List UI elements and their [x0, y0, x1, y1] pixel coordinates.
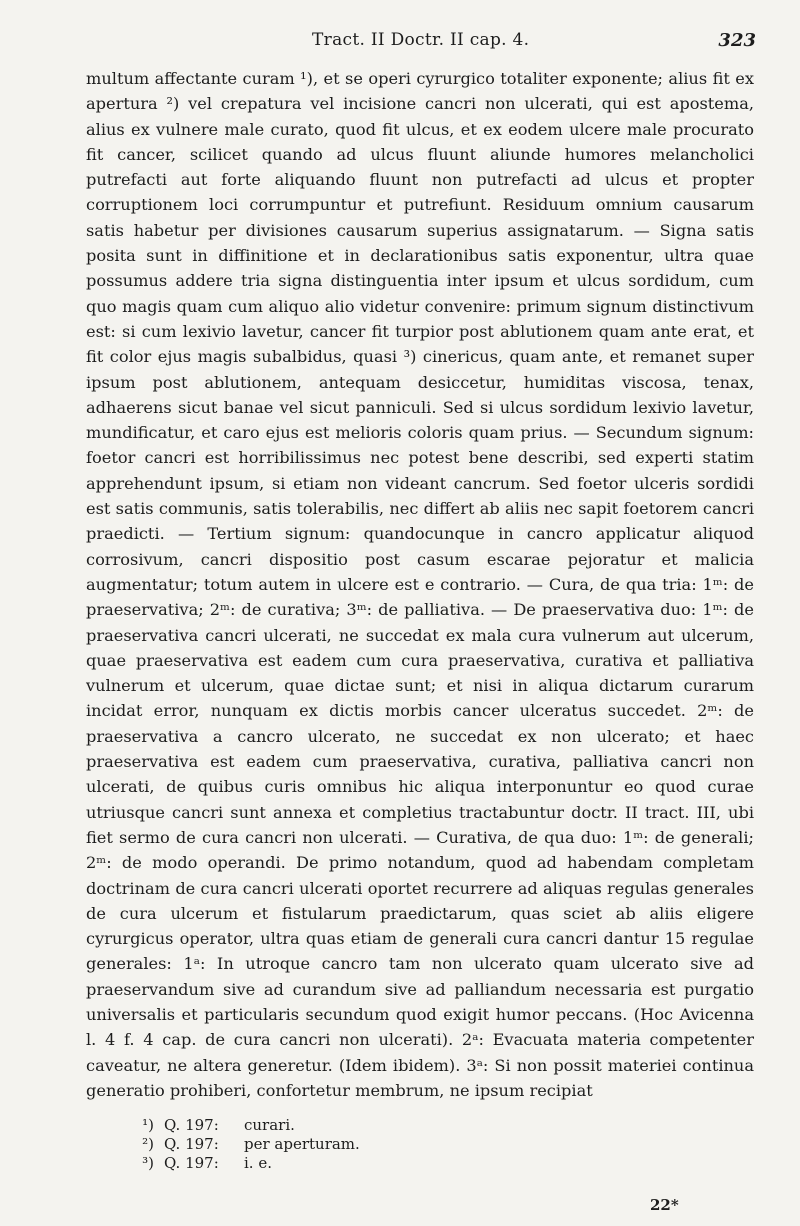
footnote-1: [132, 1116, 632, 1135]
footnotes: [132, 1116, 632, 1173]
footnote-mark: ³): [142, 1154, 154, 1172]
signature-mark: 22*: [650, 1196, 679, 1214]
page-header: [0, 30, 800, 60]
footnote-text: per aperturam.: [244, 1135, 360, 1153]
footnote-2: [132, 1135, 632, 1154]
page-number: 323: [718, 30, 756, 51]
footnote-mark: ¹): [142, 1116, 154, 1134]
footnote-text: curari.: [244, 1116, 295, 1134]
footnote-text: i. e.: [244, 1154, 272, 1172]
footnote-ref: Q. 197:: [164, 1116, 219, 1134]
footnote-ref: Q. 197:: [164, 1135, 219, 1153]
running-head: Tract. II Doctr. II cap. 4.: [312, 30, 530, 50]
footnote-3: [132, 1154, 632, 1173]
footnote-mark: ²): [142, 1135, 154, 1153]
footnote-ref: Q. 197:: [164, 1154, 219, 1172]
body-text: multum affectante curam ¹), et se operi cyrurgico totaliter exponente; alius fit ex apertura ²) vel crepatura vel incisione cancri non ulcerati, qui est apostema, alius ex vulnere male curato, quod fit ulcus, et ex eodem ulcere male procurato fit cancer, scilicet quando ad ulcus fluunt aliunde humores melancholici putrefacti aut forte aliquando fluunt non putrefacti ad ulcus et propter corruptionem loci corrumpuntur et putrefiunt. Residuum omnium causarum satis habetur per divisiones causarum superius assignatarum. — Signa satis posita sunt in diffinitione et in declarationibus satis exponentur, ultra quae possumus addere tria signa distinguentia inter ipsum et ulcus sordidum, cum quo magis quam cum aliquo alio videtur convenire: primum signum distinctivum est: si cum lexivio lavetur, cancer fit turpior post ablutionem quam ante erat, et fit color ejus magis subalbidus, quasi ³) cinericus, quam ante, et remanet super ipsum post ablutionem, antequam desiccetur, humiditas viscosa, tenax, adhaerens sicut banae vel sicut panniculi. Sed si ulcus sordidum lexivio lavetur, mundificatur, et caro ejus est melioris coloris quam prius. — Secundum signum: foetor cancri est horribilissimus nec potest bene describi, sed experti statim apprehendunt ipsum, si etiam non videant cancrum. Sed foetor ulceris sordidi est satis communis, satis tolerabilis, nec differt ab aliis nec sapit foetorem cancri praedicti. — Tertium signum: quandocunque in cancro applicatur aliquod corrosivum, cancri dispositio post casum escarae pejoratur et malicia augmentatur; totum autem in ulcere est e contrario. — Cura, de qua tria: 1ᵐ: de praeservativa; 2ᵐ: de curativa; 3ᵐ: de palliativa. — De praeservativa duo: 1ᵐ: de praeservativa cancri ulcerati, ne succedat ex mala cura vulnerum aut ulcerum, quae praeservativa est eadem cum cura praeservativa, curativa et palliativa vulnerum et ulcerum, quae dictae sunt; et nisi in aliqua dictarum curarum incidat error, nunquam ex dictis morbis cancer ulceratus succedet. 2ᵐ: de praeservativa a cancro ulcerato, ne succedat ex non ulcerato; et haec praeservativa est eadem cum praeservativa, curativa, palliativa cancri non ulcerati, de quibus curis omnibus hic aliqua interponuntur eo quod curae utriusque cancri sunt annexa et completius tractabuntur doctr. II tract. III, ubi fiet sermo de cura cancri non ulcerati. — Curativa, de qua duo: 1ᵐ: de generali; 2ᵐ: de modo operandi. De primo notandum, quod ad habendam completam doctrinam de cura cancri ulcerati oportet recurrere ad aliquas regulas generales de cura ulcerum et fistularum praedictarum, quas sciet ab aliis eligere cyrurgicus operator, ultra quas etiam de generali cura cancri dantur 15 regulae generales: 1ᵃ: In utroque cancro tam non ulcerato quam ulcerato sive ad praeservandum sive ad curandum sive ad palliandum necessaria est purgatio universalis et particularis secundum quod exigit humor peccans. (Hoc Avicenna l. 4 f. 4 cap. de cura cancri non ulcerati). 2ᵃ: Evacuata materia competenter caveatur, ne altera generetur. (Idem ibidem). 3ᵃ: Si non possit materiei continua generatio prohiberi, confortetur membrum, ne ipsum recipiat: [86, 69, 754, 1100]
